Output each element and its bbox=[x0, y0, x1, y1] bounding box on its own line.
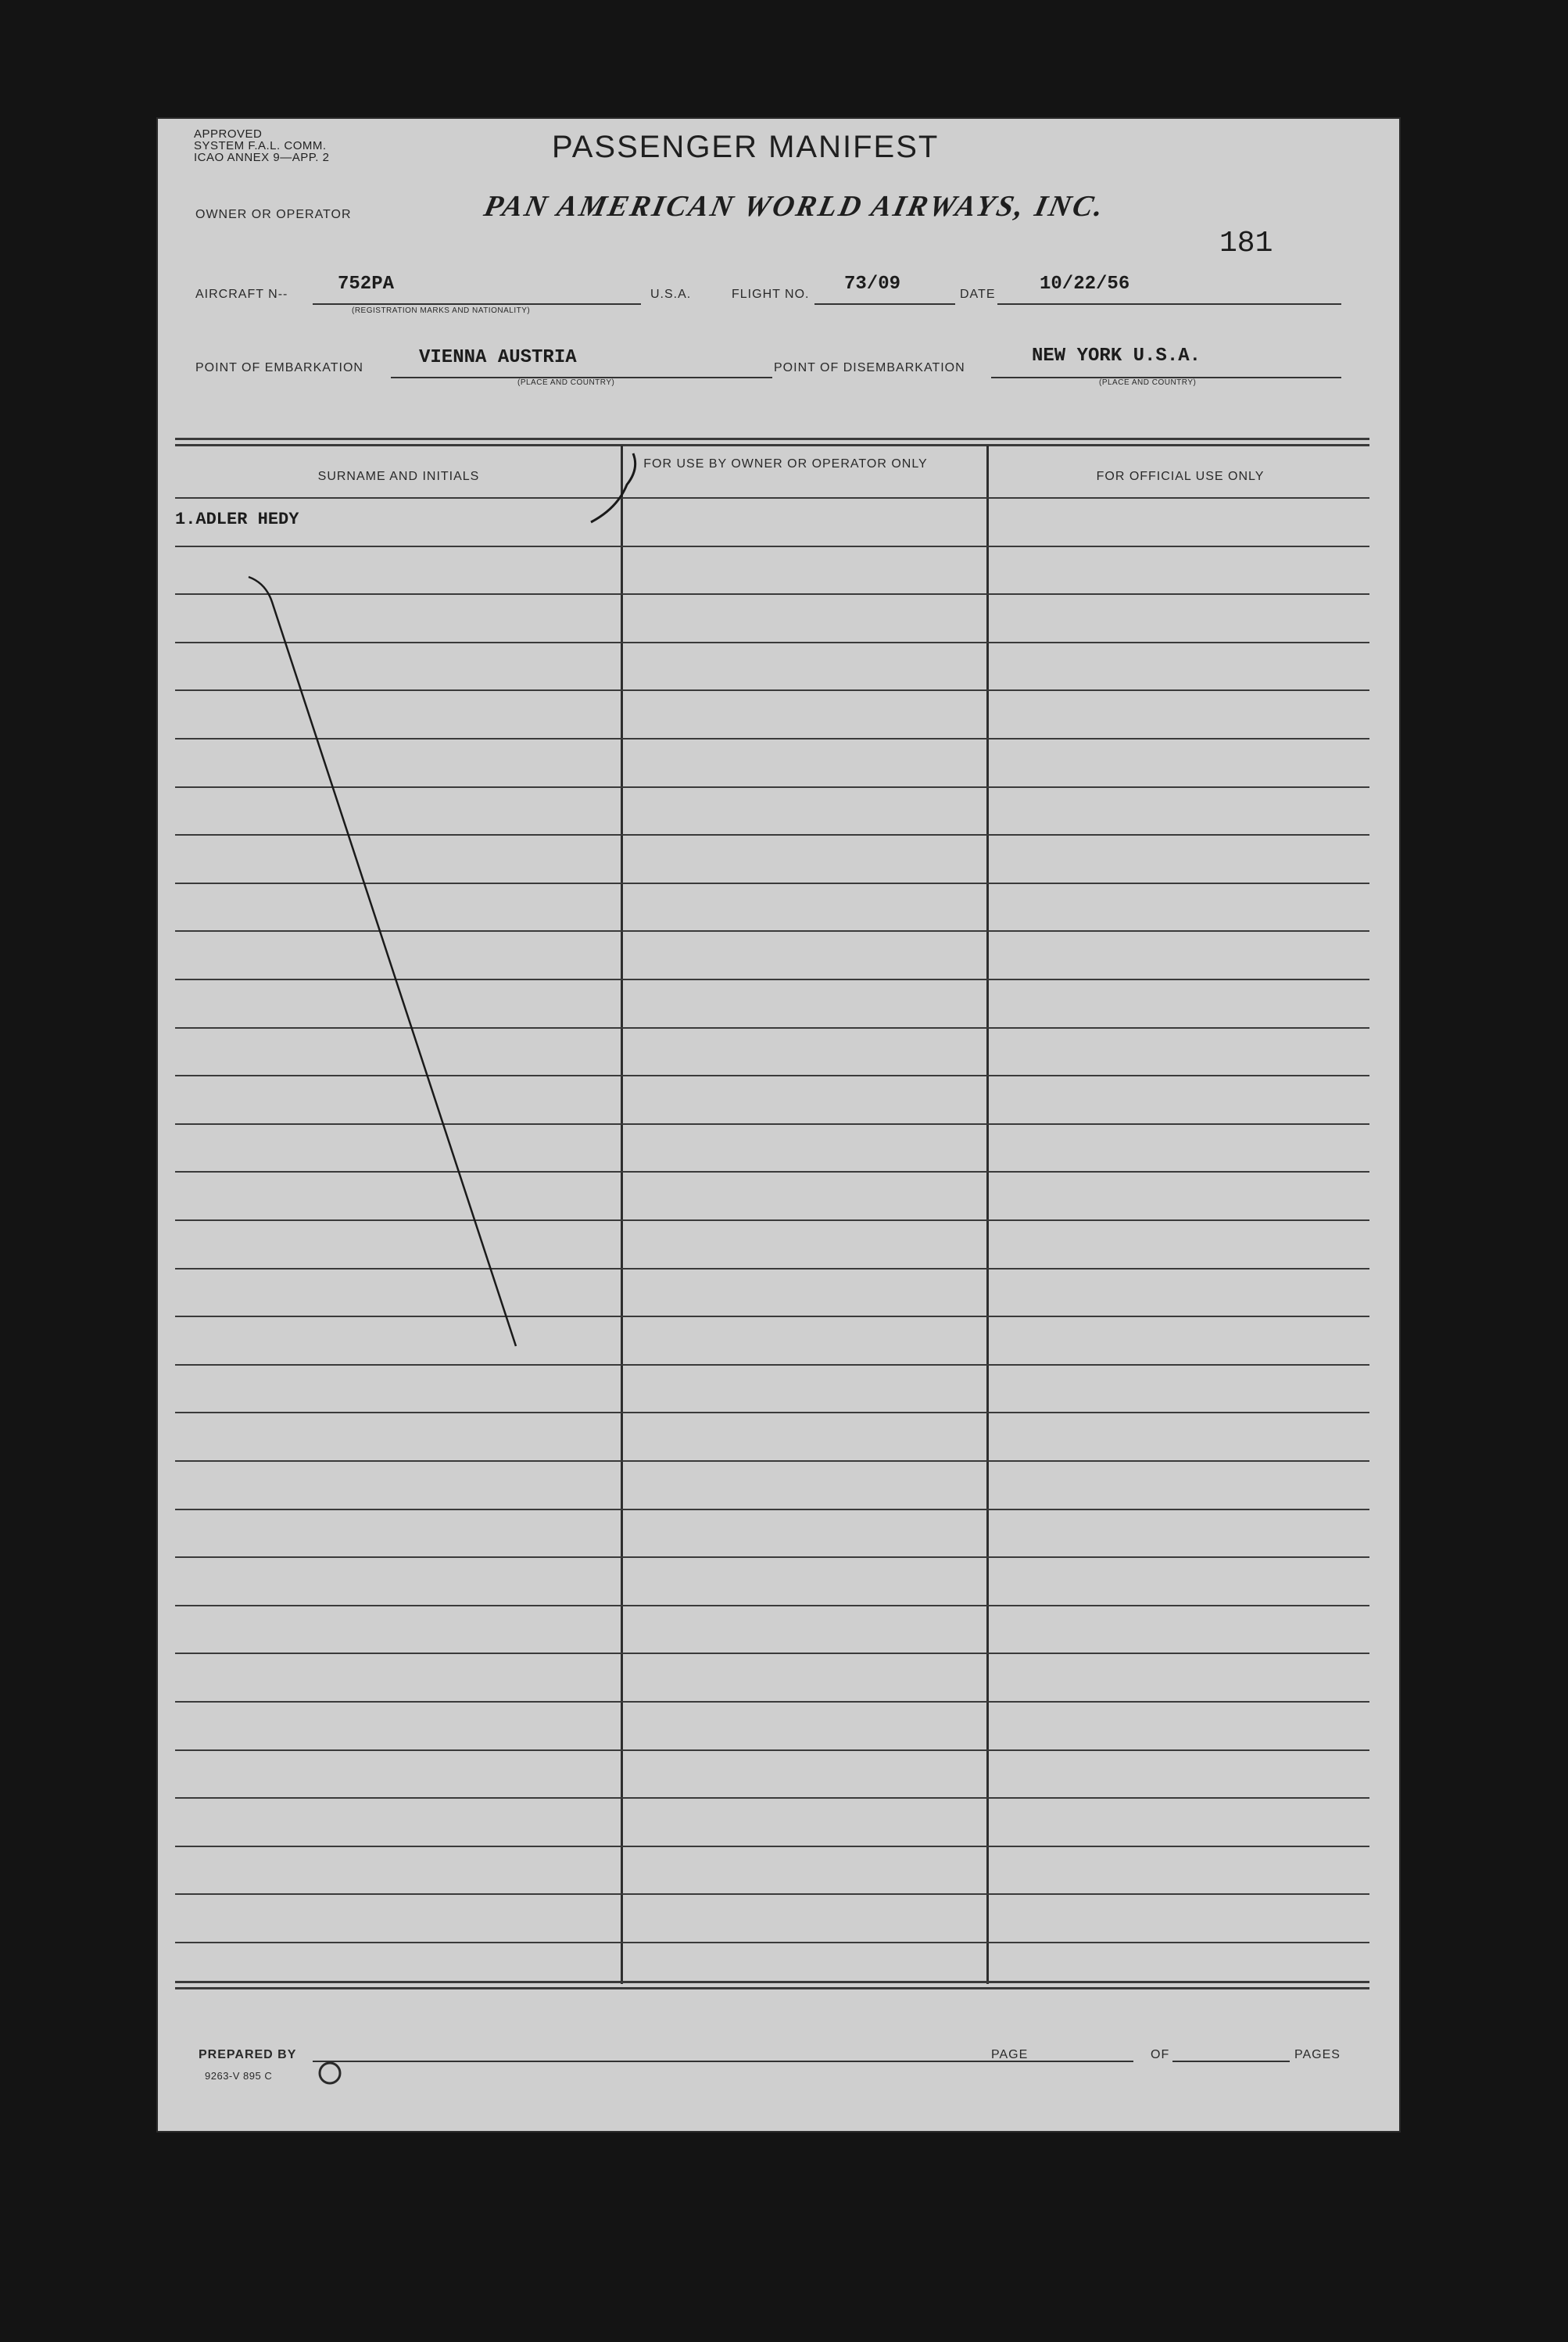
diagonal-pen-stroke bbox=[249, 577, 516, 1346]
disembarkation-label: POINT OF DISEMBARKATION bbox=[774, 361, 965, 374]
aircraft-value: 752PA bbox=[338, 274, 395, 295]
header-official-use: FOR OFFICIAL USE ONLY bbox=[1096, 470, 1265, 483]
aircraft-note: (REGISTRATION MARKS AND NATIONALITY) bbox=[352, 306, 531, 315]
approval-line: ICAO ANNEX 9—APP. 2 bbox=[194, 151, 330, 164]
of-label: OF bbox=[1151, 2048, 1170, 2061]
flight-label: FLIGHT NO. bbox=[732, 288, 810, 301]
header-surname: SURNAME AND INITIALS bbox=[317, 470, 480, 483]
manifest-sheet bbox=[156, 117, 1401, 2133]
page-label: PAGE bbox=[991, 2048, 1029, 2061]
date-label: DATE bbox=[960, 288, 996, 301]
airline-name: PAN AMERICAN WORLD AIRWAYS, INC. bbox=[481, 190, 1109, 223]
date-value: 10/22/56 bbox=[1040, 274, 1130, 295]
owner-label: OWNER OR OPERATOR bbox=[195, 208, 352, 221]
embarkation-label: POINT OF EMBARKATION bbox=[195, 361, 363, 374]
embarkation-value: VIENNA AUSTRIA bbox=[419, 347, 577, 368]
hand-marks bbox=[156, 117, 1401, 2133]
pages-label: PAGES bbox=[1294, 2048, 1341, 2061]
form-code: 9263-V 895 C bbox=[205, 2070, 273, 2082]
disembarkation-value: NEW YORK U.S.A. bbox=[1032, 346, 1201, 367]
country-label: U.S.A. bbox=[650, 288, 692, 301]
approval-line: SYSTEM F.A.L. COMM. bbox=[194, 139, 327, 152]
embarkation-note: (PLACE AND COUNTRY) bbox=[517, 378, 615, 387]
prepared-label: PREPARED BY bbox=[199, 2048, 297, 2061]
passenger-entry: 1.ADLER HEDY bbox=[175, 510, 299, 529]
check-mark-icon bbox=[591, 453, 635, 522]
form-title: PASSENGER MANIFEST bbox=[552, 130, 940, 164]
stamp-icon bbox=[320, 2063, 340, 2083]
disembarkation-note: (PLACE AND COUNTRY) bbox=[1099, 378, 1197, 387]
header-owner-use: FOR USE BY OWNER OR OPERATOR ONLY bbox=[643, 457, 928, 471]
flight-value: 73/09 bbox=[844, 274, 901, 295]
page-number: 181 bbox=[1219, 227, 1273, 260]
approval-line: APPROVED bbox=[194, 127, 263, 141]
aircraft-label: AIRCRAFT N-- bbox=[195, 288, 288, 301]
